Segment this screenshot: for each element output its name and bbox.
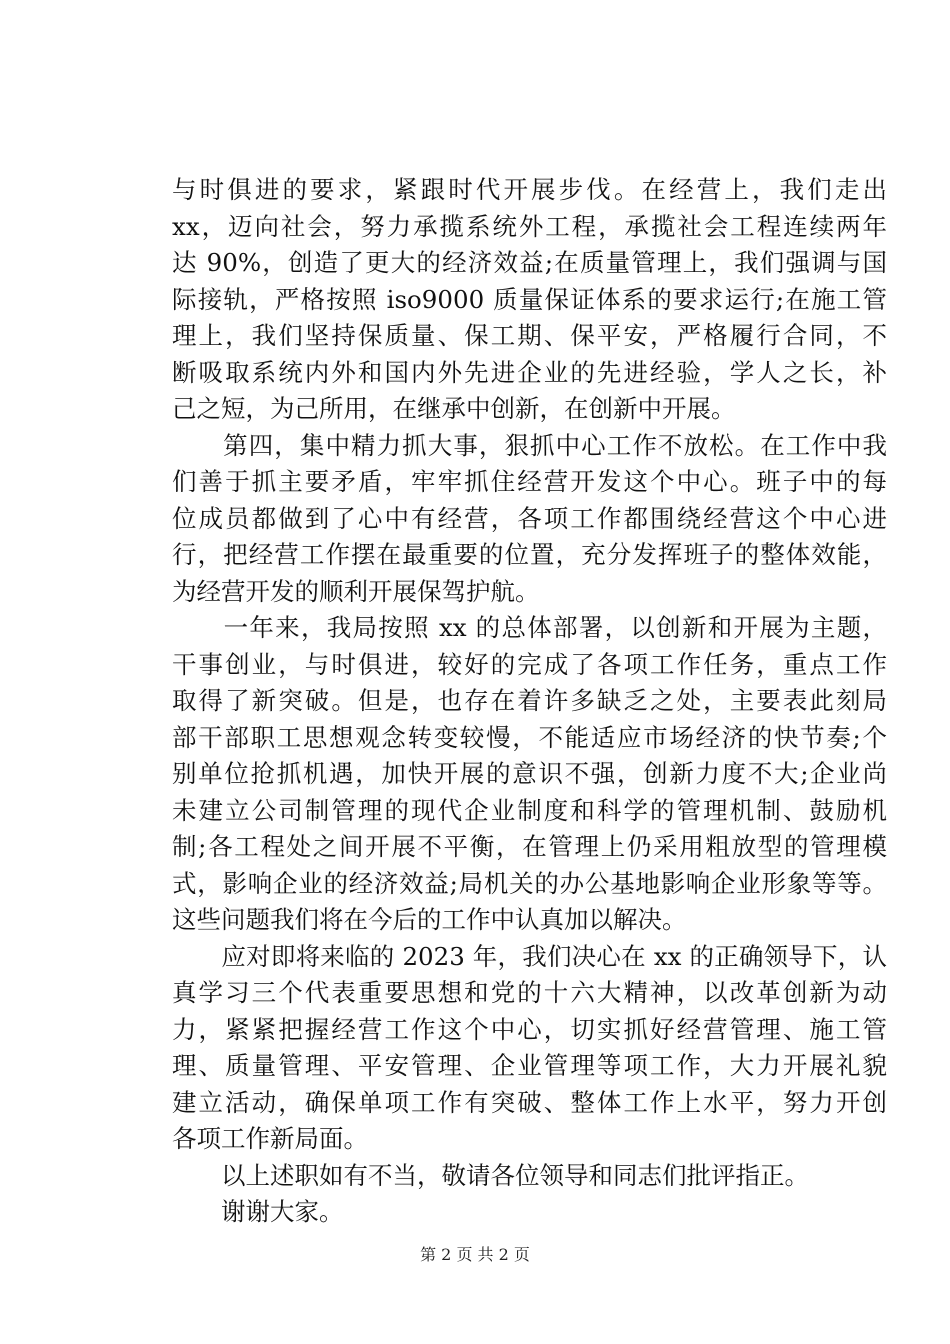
text-line: 式，影响企业的经济效益;局机关的办公基地影响企业形象等等。	[172, 868, 887, 898]
text-line: 真学习三个代表重要思想和党的十六大精神，以改革创新为动	[172, 978, 887, 1007]
text-line: 己之短，为己所用，在继承中创新，在创新中开展。	[172, 394, 736, 423]
text-line: 取得了新突破。但是，也存在着许多缺乏之处，主要表此刻局	[172, 686, 887, 715]
text-line: 这些问题我们将在今后的工作中认真加以解决。	[172, 905, 687, 934]
text-line: 力，紧紧把握经营工作这个中心，切实抓好经营管理、施工管	[172, 1014, 887, 1044]
text-line: 一年来，我局按照 xx 的总体部署，以创新和开展为主题，	[172, 613, 887, 642]
text-line: 理、质量管理、平安管理、企业管理等项工作，大力开展礼貌	[172, 1051, 887, 1080]
text-line: 建立活动，确保单项工作有突破、整体工作上水平，努力开创	[172, 1087, 887, 1117]
text-line: 行，把经营工作摆在最重要的位置，充分发挥班子的整体效能，	[172, 540, 887, 569]
text-line: xx，迈向社会，努力承揽系统外工程，承揽社会工程连续两年	[172, 211, 887, 241]
text-line: 以上述职如有不当，敬请各位领导和同志们批评指正。	[172, 1160, 809, 1190]
page-number-footer: 第 2 页 共 2 页	[420, 1245, 530, 1264]
text-line: 际接轨，严格按照 iso9000 质量保证体系的要求运行;在施工管	[172, 284, 887, 314]
text-line: 为经营开发的顺利开展保驾护航。	[172, 576, 540, 606]
document-body	[172, 172, 887, 1231]
text-line: 第四，集中精力抓大事，狠抓中心工作不放松。在工作中我	[172, 430, 887, 460]
text-line: 各项工作新局面。	[172, 1124, 368, 1153]
text-line: 与时俱进的要求，紧跟时代开展步伐。在经营上，我们走出	[172, 175, 887, 204]
text-line: 断吸取系统内外和国内外先进企业的先进经验，学人之长，补	[172, 357, 887, 387]
text-line: 制;各工程处之间开展不平衡，在管理上仍采用粗放型的管理模	[172, 832, 887, 861]
text-line: 未建立公司制管理的现代企业制度和科学的管理机制、鼓励机	[172, 795, 887, 825]
text-line: 理上，我们坚持保质量、保工期、保平安，严格履行合同，不	[172, 321, 887, 350]
text-line: 达 90%，创造了更大的经济效益;在质量管理上，我们强调与国	[172, 248, 887, 277]
text-line: 应对即将来临的 2023 年，我们决心在 xx 的正确领导下，认	[172, 941, 887, 971]
text-line: 别单位抢抓机遇，加快开展的意识不强，创新力度不大;企业尚	[172, 759, 887, 788]
text-line: 谢谢大家。	[172, 1197, 344, 1226]
text-line: 们善于抓主要矛盾，牢牢抓住经营开发这个中心。班子中的每	[172, 467, 887, 496]
text-line: 干事创业，与时俱进，较好的完成了各项工作任务，重点工作	[172, 649, 887, 679]
text-line: 部干部职工思想观念转变较慢，不能适应市场经济的快节奏;个	[172, 722, 887, 752]
text-line: 位成员都做到了心中有经营，各项工作都围绕经营这个中心进	[172, 503, 887, 533]
